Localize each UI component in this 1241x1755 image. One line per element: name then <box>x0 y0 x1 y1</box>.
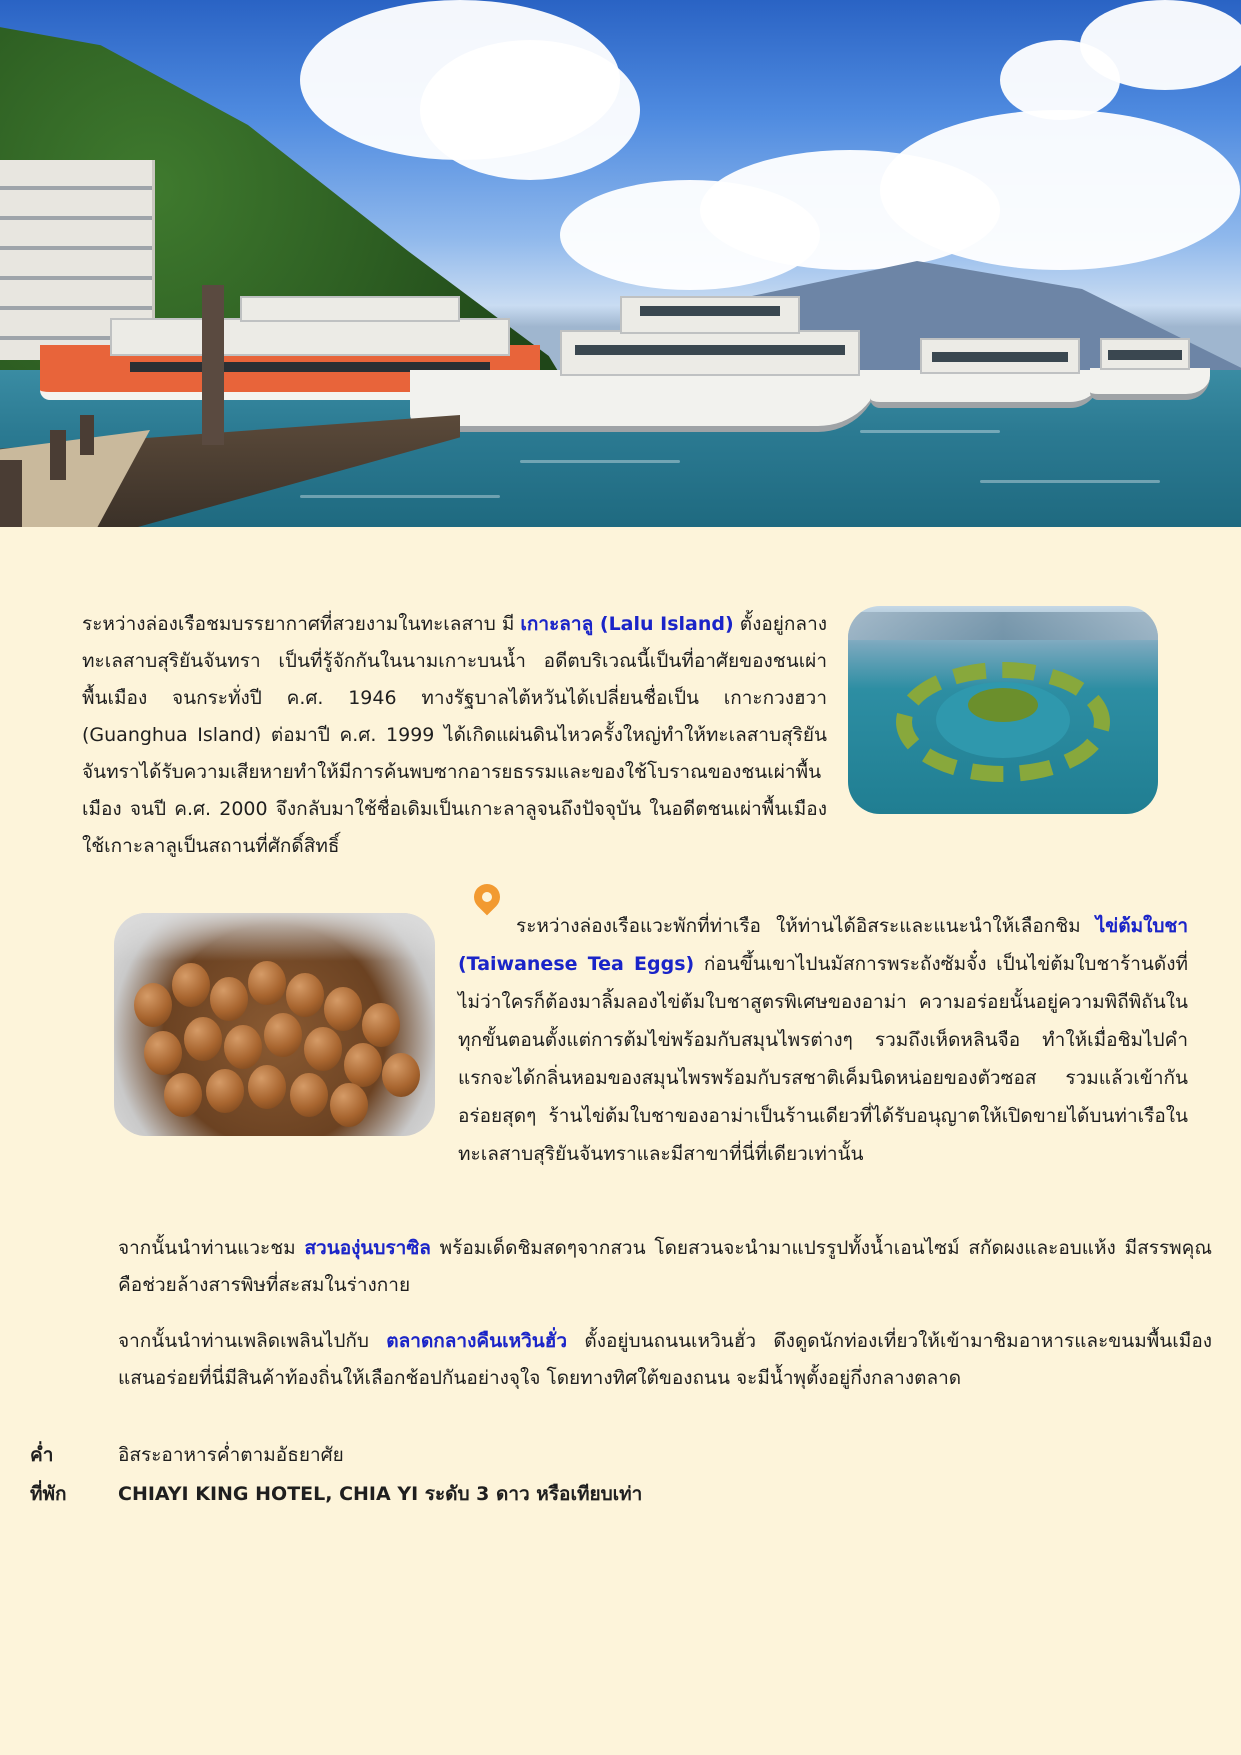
dinner-label: ค่ำ <box>30 1444 54 1466</box>
tea-eggs-intro-text: ระหว่างล่องเรือแวะพักที่ท่าเรือ ให้ท่านได้อิสระและแนะนำให้เลือกชิม <box>516 915 1096 937</box>
night-market-highlight: ตลาดกลางคืนเหวินฮั่ว <box>386 1330 568 1352</box>
night-market-paragraph <box>118 1323 1212 1397</box>
tea-eggs-body-text: ก่อนขึ้นเขาไปนมัสการพระถังซัมจั๋ง เป็นไข่ต้มใบชาร้านดังที่ไม่ว่าใครก็ต้องมาลิ้มลองไข่ต้มใบชาสูตรพิเศษของอาม่า ความอร่อยนั้นอยู่ความพิถีพิถันในทุกขั้นตอนตั้งแต่การต้มไข่พร้อมกับสมุนไพรต่างๆ รวมถึงเห็ดหลินจือ ทำให้เมื่อชิมไปคำแรกจะได้กลิ่นหอมของสมุนไพรพร้อมกับรสชาติเค็มนิดหน่อยของตัวซอส รวมแล้วเข้ากันอร่อยสุดๆ ร้านไข่ต้มใบชาของอาม่าเป็นร้านเดียวที่ได้รับอนุญาตให้เปิดขายได้บนท่าเรือในทะเลสาบสุริยันจันทราและมีสาขาที่นี่ที่เดียวเท่านั้น <box>458 953 1188 1165</box>
grape-garden-paragraph <box>118 1230 1212 1304</box>
hotel-value: CHIAYI KING HOTEL, CHIA YI ระดับ 3 ดาว หรือเทียบเท่า <box>118 1483 643 1505</box>
hero-photo-sun-moon-lake-pier <box>0 0 1241 527</box>
dinner-value: อิสระอาหารค่ำตามอัธยาศัย <box>118 1444 344 1466</box>
tea-eggs-highlight: ไข่ต้มใบชา (Taiwanese Tea Eggs) <box>458 915 1188 975</box>
grape-garden-highlight: สวนองุ่นบราซิล <box>304 1237 431 1259</box>
tea-eggs-paragraph <box>458 907 1188 1173</box>
lalu-body-text: ตั้งอยู่กลางทะเลสาบสุริยันจันทรา เป็นที่รู้จักกันในนามเกาะบนน้ำ อดีตบริเวณนี้เป็นที่อาศัยของชนเผ่าพื้นเมือง จนกระทั่งปี ค.ศ. 1946 ทางรัฐบาลไต้หวันได้เปลี่ยนชื่อเป็น เกาะกวงฮวา (Guanghua Island) ต่อมาปี ค.ศ. 1999 ได้เกิดแผ่นดินไหวครั้งใหญ่ทำให้ทะเลสาบสุริยันจันทราได้รับความเสียหายทำให้มีการค้นพบซากอารยธรรมและของใช้โบราณของชนเผ่าพื้นเมือง จนปี ค.ศ. 2000 จึงกลับมาใช้ชื่อเดิมเป็นเกาะลาลูจนถึงปัจจุบัน ในอดีตชนเผ่าพื้นเมืองใช้เกาะลาลูเป็นสถานที่ศักดิ์สิทธิ์ <box>82 613 828 857</box>
night-market-body-text: ตั้งอยู่บนถนนเหวินฮั่ว ดึงดูดนักท่องเที่ยวให้เข้ามาชิมอาหารและขนมพื้นเมืองแสนอร่อยที่นี่มีสินค้าท้องถิ่นให้เลือกช้อปกันอย่างจุใจ โดยทางทิศใต้ของถนน จะมีน้ำพุตั้งอยู่กึ่งกลางตลาด <box>118 1330 1213 1389</box>
lalu-island-photo <box>848 606 1158 814</box>
lalu-intro-text: ระหว่างล่องเรือชมบรรยากาศที่สวยงามในทะเลสาบ มี <box>82 613 521 635</box>
night-market-intro-text: จากนั้นนำท่านเพลิดเพลินไปกับ <box>118 1330 387 1352</box>
hotel-label: ที่พัก <box>30 1483 67 1505</box>
lalu-island-paragraph <box>82 606 827 865</box>
grape-body-text: พร้อมเด็ดชิมสดๆจากสวน โดยสวนจะนำมาแปรรูปทั้งน้ำเอนไซม์ สกัดผงและอบแห้ง มีสรรพคุณคือช่วยล้างสารพิษที่สะสมในร่างกาย <box>118 1237 1213 1296</box>
lalu-island-highlight: เกาะลาลู (Lalu Island) <box>520 613 734 635</box>
grape-intro-text: จากนั้นนำท่านแวะชม <box>118 1237 305 1259</box>
tea-eggs-photo <box>114 913 435 1136</box>
